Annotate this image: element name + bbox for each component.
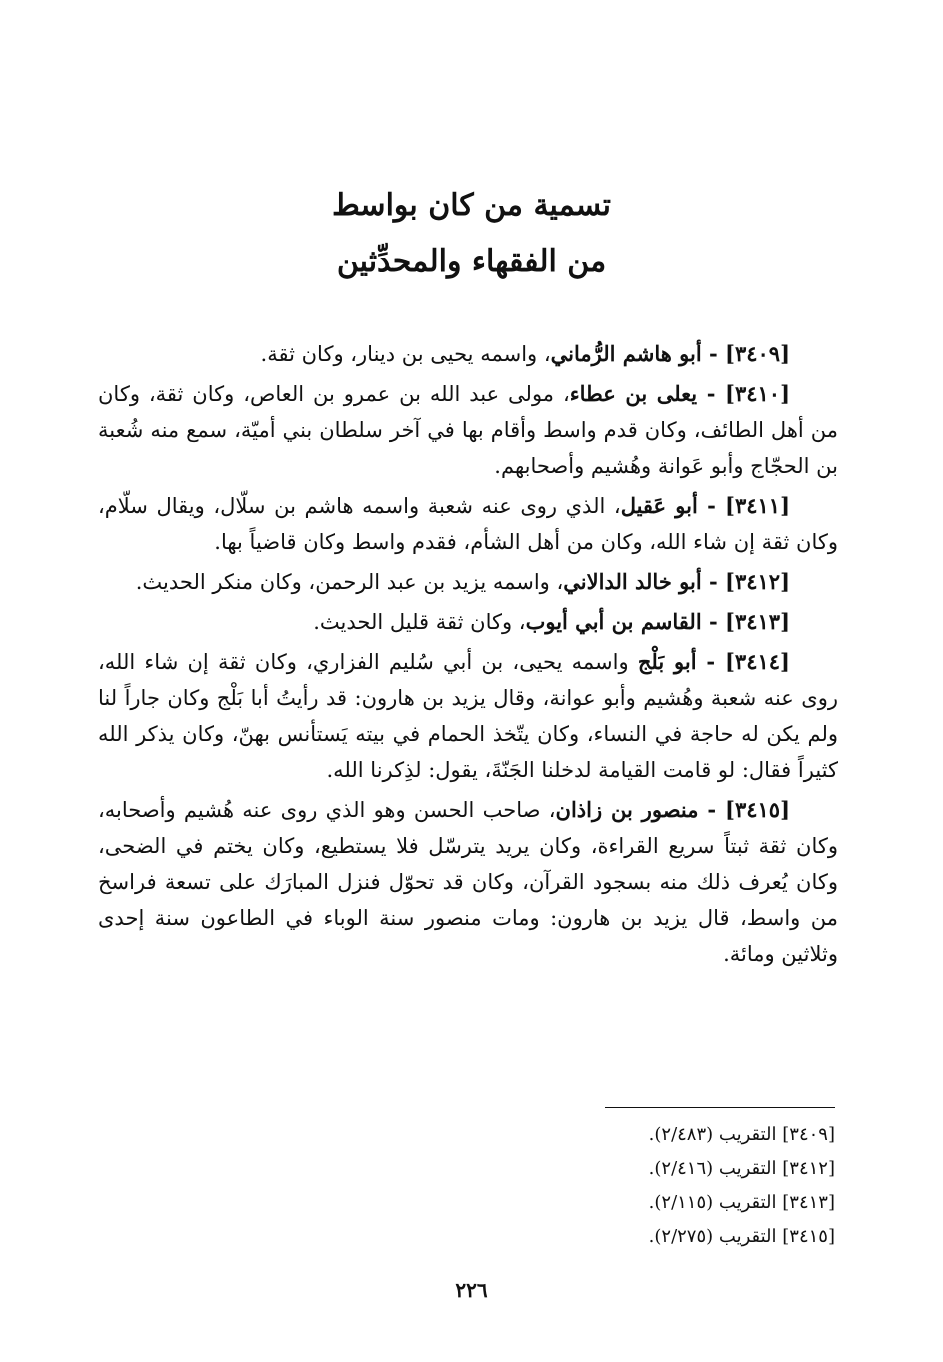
entry-text: واسمه يحيى، بن أبي سُليم الفزاري، وكان ثقة إن شاء الله، روى عنه شعبة وهُشيم وأبو عوانة، وقال يزيد بن هارون: قد رأيتُ أبا بَلْج وكان جاراً لنا ولم يكن له حاجة في النساء، وكان يتّخذ الحمام في بيته يَستأنس بهنّ، وكان يذكر الله كثيراً فقال: لو قامت القيامة لدخلنا الجَنّةَ، يقول: لذِكرنا الله.	[98, 650, 838, 782]
entry-number: [٣٤١١] -	[697, 493, 791, 518]
entry-3414	[98, 644, 838, 788]
entry-3412	[98, 564, 838, 600]
chapter-title-line-2: من الفقهاء والمحدِّثين	[336, 244, 607, 279]
chapter-title-line-1: تسمية من كان بواسط	[331, 188, 612, 223]
entry-name: منصور بن زاذان	[555, 797, 699, 822]
entry-text: ، وكان ثقة قليل الحديث.	[313, 610, 526, 634]
page-number: ٢٢٦	[455, 1278, 488, 1302]
footnote-3409: [٣٤٠٩] التقريب (٢/٤٨٣).	[648, 1124, 835, 1145]
entry-number: [٣٤٠٩] -	[701, 341, 790, 366]
entry-name: أبو بَلْج	[637, 649, 697, 674]
entry-3411	[98, 488, 838, 560]
entry-number: [٣٤١٢] -	[701, 569, 790, 594]
footnote-divider	[605, 1107, 835, 1108]
body-text	[98, 336, 838, 976]
footnotes	[435, 1118, 835, 1254]
footnote-3412: [٣٤١٢] التقريب (٢/٤١٦).	[648, 1158, 835, 1179]
entry-name: أبو هاشم الرُّماني	[550, 341, 702, 366]
entry-name: يعلى بن عطاء	[569, 381, 698, 406]
entry-text: ، واسمه يزيد بن عبد الرحمن، وكان منكر الحديث.	[135, 570, 564, 594]
entry-3409	[98, 336, 838, 372]
entry-number: [٣٤١٥] -	[698, 797, 790, 822]
entry-3415	[98, 792, 838, 972]
entry-text: ، الذي روى عنه شعبة واسمه هاشم بن سلّال، ويقال سلّام، وكان ثقة إن شاء الله، وكان من أهل الشأم، فقدم واسط وكان قاضياً بها.	[98, 494, 838, 554]
chapter-title	[0, 178, 943, 290]
entry-name: القاسم بن أبي أيوب	[525, 609, 702, 634]
entry-text: ، واسمه يحيى بن دينار، وكان ثقة.	[260, 342, 551, 366]
entry-number: [٣٤١٣] -	[701, 609, 790, 634]
entry-number: [٣٤١٤] -	[696, 649, 790, 674]
entry-name: أبو عَقيل	[620, 493, 698, 518]
footnote-3413: [٣٤١٣] التقريب (٢/١١٥).	[648, 1192, 835, 1213]
entry-name: أبو خالد الدالاني	[563, 569, 702, 594]
entry-text: ، صاحب الحسن وهو الذي روى عنه هُشيم وأصحابه، وكان ثقة ثبتاً سريع القراءة، وكان يريد يترسّل فلا يستطيع، وكان يختم في الضحى، وكان يُعرف ذلك منه بسجود القرآن، وكان قد تحوّل فنزل المبارَك على تسعة فراسخ من واسط، قال يزيد بن هارون: ومات منصور سنة الوباء في الطاعون سنة إحدى وثلاثين ومائة.	[98, 798, 838, 966]
entry-3410	[98, 376, 838, 484]
entry-text: ، مولى عبد الله بن عمرو بن العاص، وكان ثقة، وكان من أهل الطائف، وكان قدم واسط وأقام بها في آخر سلطان بني أميّة، سمع منه شُعبة بن الحجّاج وأبو عَوانة وهُشيم وأصحابهم.	[98, 382, 838, 478]
footnote-3415: [٣٤١٥] التقريب (٢/٢٧٥).	[648, 1226, 835, 1247]
entry-3413	[98, 604, 838, 640]
entry-number: [٣٤١٠] -	[697, 381, 791, 406]
